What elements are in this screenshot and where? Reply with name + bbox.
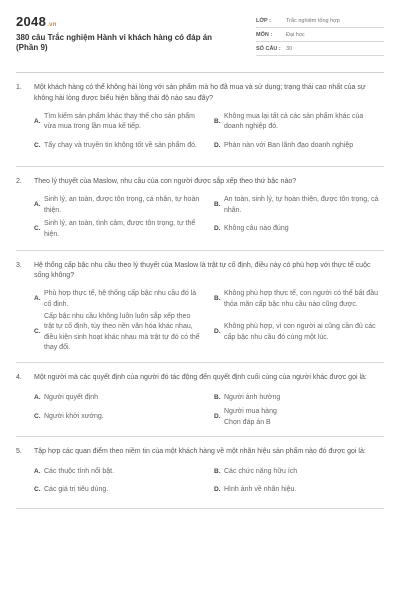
question-number: 3. [16,261,22,269]
meta-table [256,14,384,64]
question-head [16,447,384,458]
meta-label: SỐ CÂU : [256,45,281,52]
question-head [16,261,384,282]
meta-value: Trắc nghiệm tổng hợp [286,17,340,24]
answer-options [16,389,384,428]
answer-options [16,464,384,500]
question-text: Tập hợp các quan điểm theo niềm tin của một khách hàng về một nhãn hiệu sản phẩm nào đó được gọi là: [34,448,366,455]
answer-options [16,194,384,242]
option-letter: B. [214,393,221,401]
answer-option[interactable] [34,110,204,134]
answer-option[interactable] [34,464,204,482]
question-number: 5. [16,448,22,455]
option-letter: B. [214,295,221,303]
option-text: Người ảnh hưởng [224,393,281,401]
option-text: Không mua lại tất cả các sản phẩm khác của doanh nghiệp đó. [224,112,364,130]
option-text: Người quyết định [44,393,99,401]
question-item [16,251,384,363]
answer-option[interactable] [34,312,204,354]
answer-options [16,110,384,158]
answer-option[interactable] [214,482,384,500]
option-text: Hình ảnh về nhãn hiệu. [224,486,297,494]
option-text: Các thuộc tính nổi bật. [44,468,115,476]
answer-option[interactable] [214,194,384,218]
question-list [16,73,384,509]
document-header [16,0,384,64]
answer-option[interactable] [214,407,384,428]
option-text: Cấp bậc nhu cầu không luôn luôn sắp xếp theo trật tự cố định, tùy theo nền văn hóa khác nhau, điều kiện sinh hoạt khác nhau mà trật tự đó có thể thay đổi. [44,312,200,351]
answer-option[interactable] [34,134,204,158]
option-letter: C. [34,141,41,149]
answer-options [16,288,384,354]
option-letter: A. [34,393,41,401]
question-text: Một khách hàng có thể không hài lòng với sản phẩm mà họ đã mua và sử dụng; trạng thái cao nhất của sự không hài lòng được biểu hiện bằng thái độ nào sau đây? [34,84,366,102]
option-text: Sinh lý, an toàn, được tôn trọng, cá nhân, tự hoàn thiện. [44,196,200,214]
meta-row-count [256,42,384,56]
meta-label: MÔN : [256,31,273,38]
option-text: Phàn nàn với Ban lãnh đạo doanh nghiệp [224,141,354,149]
answer-option[interactable] [34,218,204,242]
option-letter: D. [214,486,221,494]
option-text: Phù hợp thực tế, hệ thống cấp bậc nhu cầu đó là cố định. [44,290,197,308]
option-letter: A. [34,468,41,476]
answer-option[interactable] [214,110,384,134]
answer-option[interactable] [34,288,204,312]
answer-option[interactable] [214,389,384,407]
brand-block [16,14,226,64]
option-text: Người mua hàng Chọn đáp án B [224,408,277,426]
question-number: 4. [16,373,22,381]
question-head [16,373,384,384]
question-head [16,177,384,188]
question-item [16,73,384,167]
answer-option[interactable] [214,218,384,242]
answer-option[interactable] [214,288,384,312]
option-text: Không phù hợp, vì con người ai cũng cần đủ các cấp bậc nhu cầu đó cùng một lúc. [224,323,376,341]
option-letter: C. [34,486,41,494]
option-text: Sinh lý, an toàn, tình cảm, được tôn trọng, tự thể hiện. [44,220,196,238]
question-text: Hệ thống cấp bậc nhu cầu theo lý thuyết của Maslow là trật tự cố định, điều này có phù hợp với thực tế cuộc sống không? [34,261,371,279]
meta-row-subject [256,28,384,42]
logo-text: 2048 [16,14,47,29]
meta-row-class [256,14,384,28]
site-logo[interactable] [16,14,226,29]
meta-value: Đại học [286,31,305,38]
answer-option[interactable] [214,312,384,354]
answer-option[interactable] [214,464,384,482]
option-text: Tẩy chay và truyền tin không tốt về sản phẩm đó. [44,141,197,149]
option-letter: A. [34,117,41,125]
option-text: Không phù hợp thực tế, con người có thể bất đầu thỏa mãn cấp bậc nhu cầu nào cũng được. [224,290,378,308]
option-letter: C. [34,328,41,336]
option-text: Tìm kiếm sản phẩm khác thay thế cho sản phẩm vừa mua trong lần mua kế tiếp. [44,112,195,130]
option-text: Người khởi xướng. [44,413,104,421]
answer-option[interactable] [34,194,204,218]
option-text: An toàn, sinh lý, tự hoàn thiện, được tôn trọng, cá nhân. [224,196,379,214]
option-text: Các chức năng hữu ích [224,468,298,476]
option-letter: C. [34,225,41,233]
option-letter: B. [214,117,221,125]
option-letter: D. [214,141,221,149]
question-item [16,437,384,509]
question-item [16,167,384,251]
logo-suffix: .vn [47,22,57,28]
option-letter: A. [34,295,41,303]
meta-label: LỚP : [256,17,271,24]
answer-option[interactable] [34,389,204,407]
option-letter: C. [34,413,41,421]
option-letter: D. [214,225,221,233]
option-letter: B. [214,468,221,476]
option-text: Không câu nào đúng [224,225,289,233]
answer-option[interactable] [214,134,384,158]
question-number: 1. [16,84,22,91]
option-letter: D. [214,413,221,421]
question-text: Một người mà các quyết định của người đó tác động đến quyết định cuối cùng của người khác được gọi là: [34,373,367,381]
meta-value: 30 [286,45,293,52]
option-letter: A. [34,201,41,209]
question-head [16,83,384,104]
option-text: Các giá trị tiêu dùng. [44,486,109,494]
question-number: 2. [16,178,22,185]
question-item [16,363,384,438]
question-text: Theo lý thuyết của Maslow, nhu cầu của con người được sắp xếp theo thứ bậc nào? [34,178,297,185]
option-letter: B. [214,201,221,209]
answer-option[interactable] [34,407,204,428]
document-title: 380 câu Trắc nghiệm Hành vi khách hàng có đáp án (Phần 9) [16,33,213,52]
option-letter: D. [214,328,221,336]
answer-option[interactable] [34,482,204,500]
